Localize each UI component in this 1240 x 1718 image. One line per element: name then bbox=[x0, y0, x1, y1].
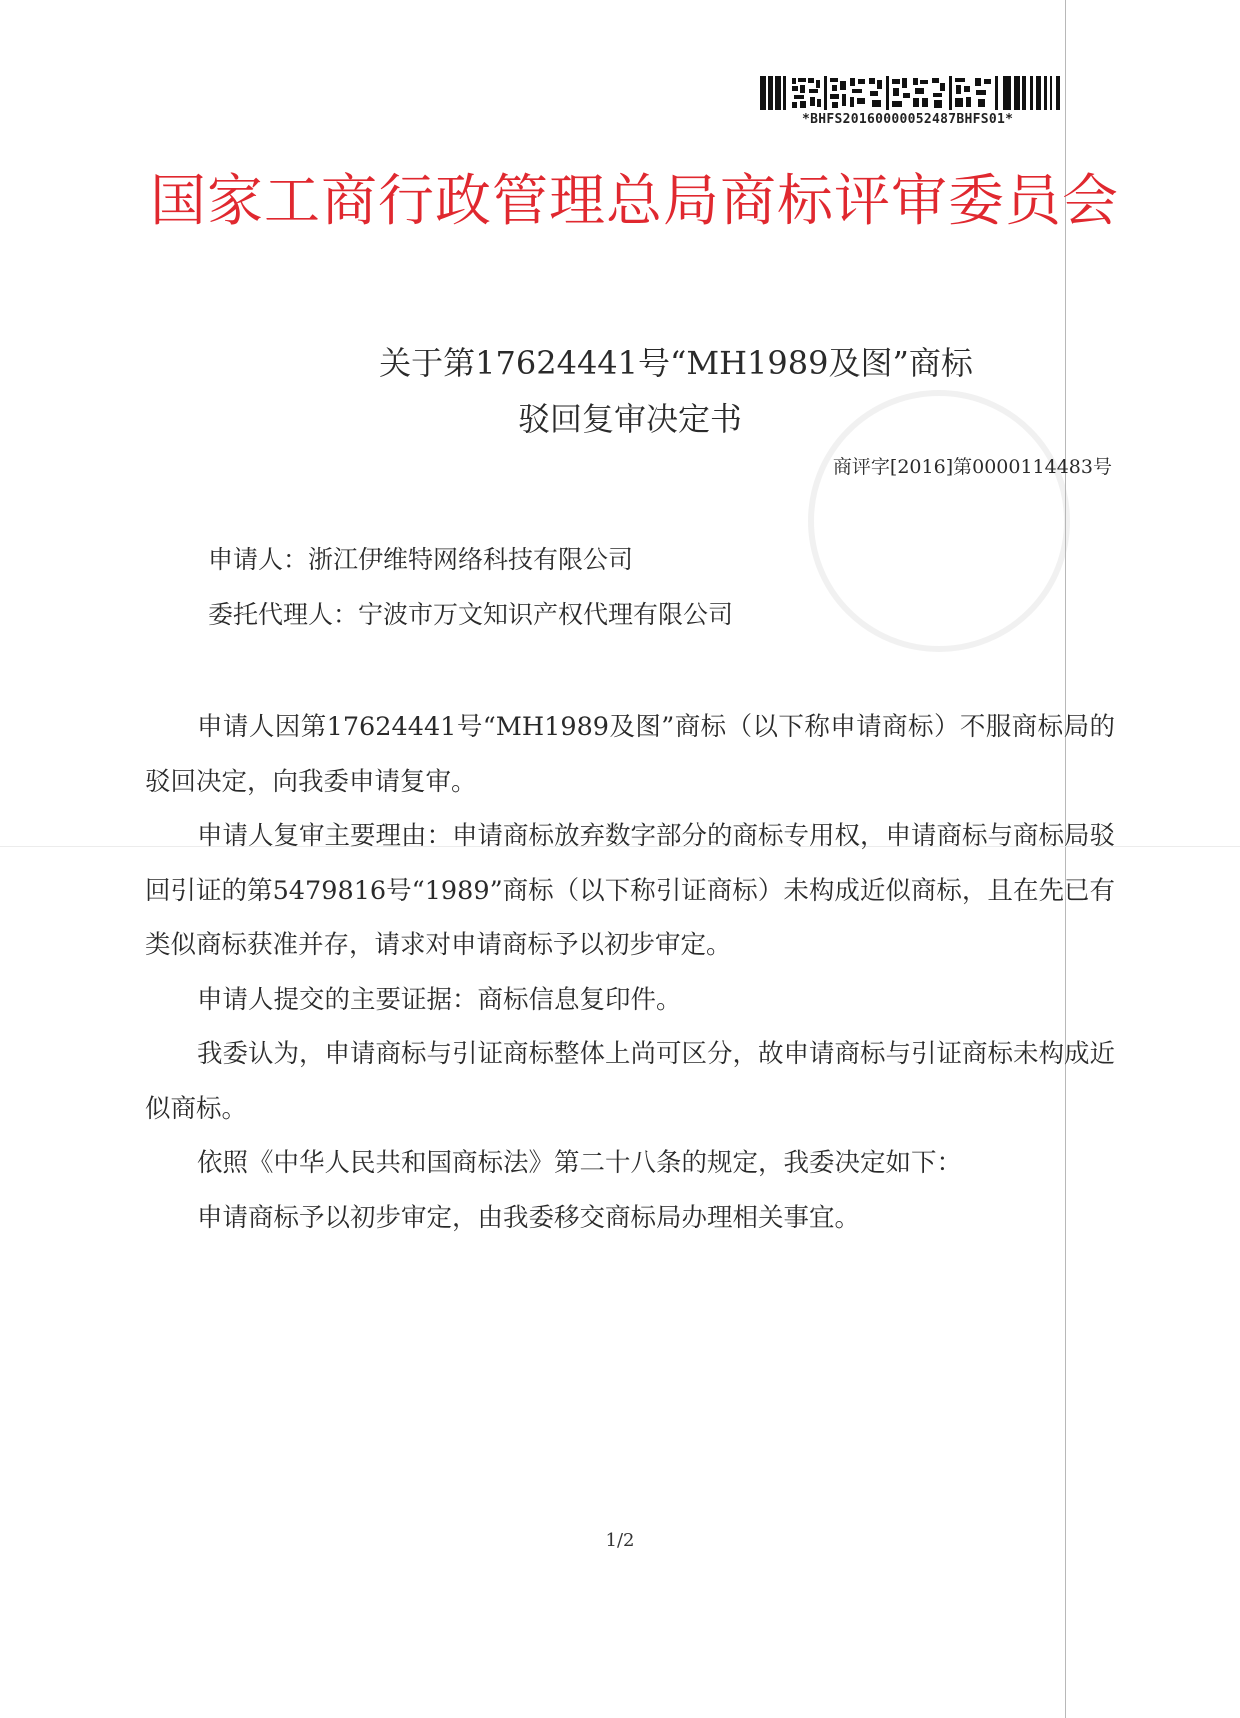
barcode-icon bbox=[760, 76, 1078, 110]
body-paragraph: 我委认为，申请商标与引证商标整体上尚可区分，故申请商标与引证商标未构成近似商标。 bbox=[145, 1039, 1116, 1124]
applicant-line: 申请人：浙江伊维特网络科技有限公司 bbox=[208, 545, 634, 574]
body-paragraph: 申请人提交的主要证据：商标信息复印件。 bbox=[197, 984, 682, 1015]
document-barcode bbox=[760, 76, 1078, 132]
body-paragraph: 申请商标予以初步审定，由我委移交商标局办理相关事宜。 bbox=[197, 1202, 861, 1233]
decision-body bbox=[145, 700, 1115, 1245]
barcode-number: *BHFS20160000052487BHFS01* bbox=[802, 112, 1014, 127]
reference-number: 商评字[2016]第0000114483号 bbox=[832, 456, 1112, 478]
body-paragraph: 依照《中华人民共和国商标法》第二十八条的规定，我委决定如下： bbox=[197, 1148, 963, 1178]
page-number: 1/2 bbox=[605, 1530, 635, 1551]
document-title-line-2: 驳回复审决定书 bbox=[517, 400, 742, 438]
issuing-authority-heading: 国家工商行政管理总局商标评审委员会 bbox=[150, 169, 1119, 234]
agent-line: 委托代理人：宁波市万文知识产权代理有限公司 bbox=[208, 600, 734, 629]
document-title-line-1: 关于第17624441号“MH1989及图”商标 bbox=[379, 344, 973, 382]
body-paragraph: 申请人复审主要理由：申请商标放弃数字部分的商标专用权，申请商标与商标局驳回引证的第5479816号“1989”商标（以下称引证商标）未构成近似商标，且在先已有类似商标获准并存，请求对申请商标予以初步审定。 bbox=[145, 821, 1116, 960]
body-paragraph: 申请人因第17624441号“MH1989及图”商标（以下称申请商标）不服商标局的驳回决定，向我委申请复审。 bbox=[145, 712, 1115, 797]
